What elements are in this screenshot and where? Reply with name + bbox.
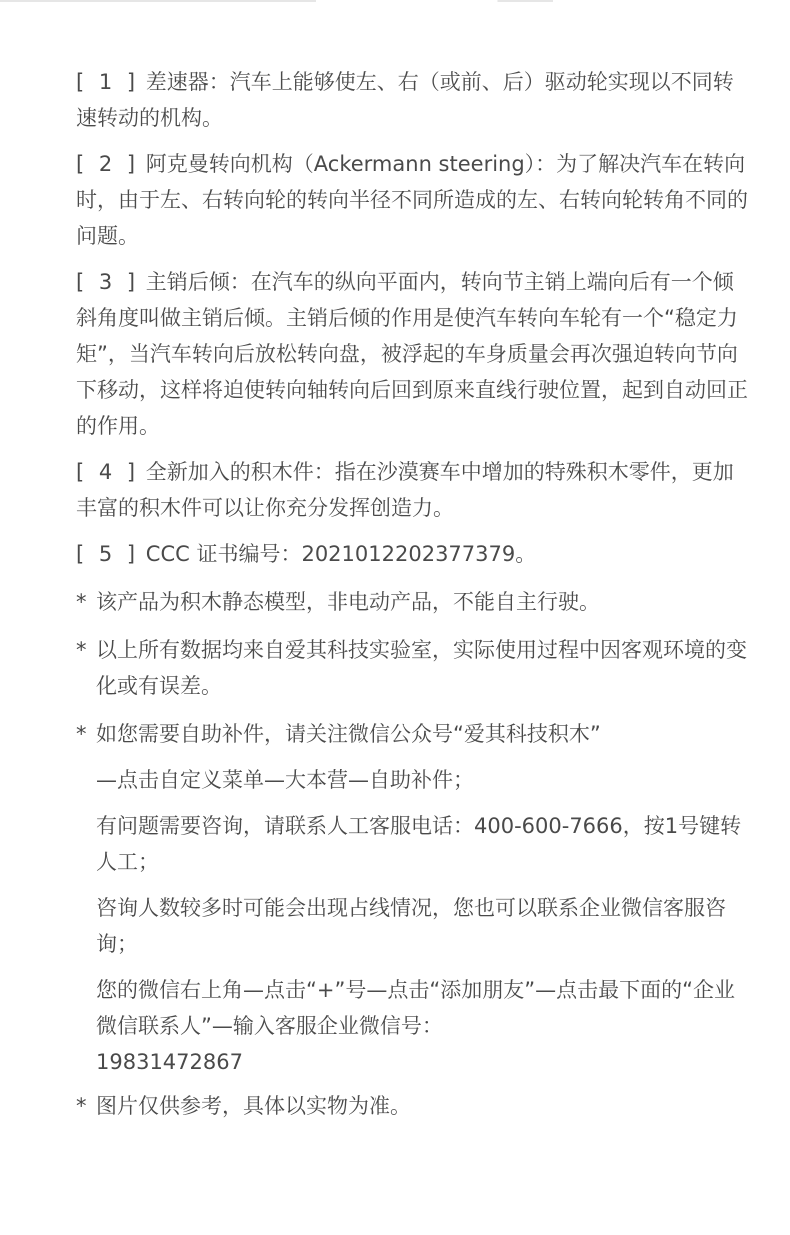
star-note-image-disclaimer xyxy=(76,1088,748,1124)
reference-note-1 xyxy=(76,64,748,136)
contact-wechat-instructions: 您的微信右上角—点击“+”号—点击“添加朋友”—点击最下面的“企业微信联系人”—输入客服企业微信号： xyxy=(96,978,735,1038)
wechat-id: 19831472867 xyxy=(96,1050,243,1074)
reference-note-2 xyxy=(76,146,748,254)
star-note-static-model xyxy=(76,584,748,620)
asterisk-mark: * xyxy=(76,1094,87,1118)
star-note-text: 图片仅供参考，具体以实物为准。 xyxy=(96,1094,411,1118)
reference-tag: [ 1 ] xyxy=(76,70,140,94)
star-note-text: 该产品为积木静态模型，非电动产品，不能自主行驶。 xyxy=(96,590,600,614)
asterisk-mark: * xyxy=(76,638,87,662)
reference-note-4 xyxy=(76,454,748,526)
star-note-text: 以上所有数据均来自爱其科技实验室，实际使用过程中因客观环境的变化或有误差。 xyxy=(96,638,747,698)
reference-note-5 xyxy=(76,536,748,572)
contact-intro: 如您需要自助补件，请关注微信公众号“爱其科技积木” xyxy=(96,722,601,746)
reference-text: CCC 证书编号：2021012202377379。 xyxy=(145,542,537,566)
reference-tag: [ 3 ] xyxy=(76,270,140,294)
reference-note-3 xyxy=(76,264,748,444)
contact-phone-line: 有问题需要咨询，请联系人工客服电话：400-600-7666，按1号键转人工； xyxy=(96,814,742,874)
contact-wechat-line xyxy=(96,972,748,1080)
reference-tag: [ 4 ] xyxy=(76,460,140,484)
star-note-data-source xyxy=(76,632,748,704)
reference-text: 阿克曼转向机构（Ackermann steering）：为了解决汽车在转向时，由于左、右转向轮的转向半径不同所造成的左、右转向轮转角不同的问题。 xyxy=(76,152,748,248)
contact-busy-line: 咨询人数较多时可能会出现占线情况，您也可以联系企业微信客服咨询； xyxy=(96,896,726,956)
reference-text: 全新加入的积木件：指在沙漠赛车中增加的特殊积木零件，更加丰富的积木件可以让你充分发挥创造力。 xyxy=(76,460,734,520)
reference-tag: [ 5 ] xyxy=(76,542,140,566)
reference-text: 差速器：汽车上能够使左、右（或前、后）驱动轮实现以不同转速转动的机构。 xyxy=(76,70,734,130)
contact-body xyxy=(96,716,748,1080)
reference-text: 主销后倾：在汽车的纵向平面内，转向节主销上端向后有一个倾斜角度叫做主销后倾。主销后倾的作用是使汽车转向车轮有一个“稳定力矩”，当汽车转向后放松转向盘，被浮起的车身质量会再次强迫转向节向下移动，这样将迫使转向轴转向后回到原来直线行驶位置，起到自动回正的作用。 xyxy=(76,270,748,438)
notes-section xyxy=(76,64,748,1136)
contact-note xyxy=(76,716,748,1080)
top-divider xyxy=(0,0,790,2)
contact-menu-path: —点击自定义菜单—大本营—自助补件； xyxy=(96,768,474,792)
asterisk-mark: * xyxy=(76,590,87,614)
reference-tag: [ 2 ] xyxy=(76,152,140,176)
asterisk-mark: * xyxy=(76,722,87,746)
